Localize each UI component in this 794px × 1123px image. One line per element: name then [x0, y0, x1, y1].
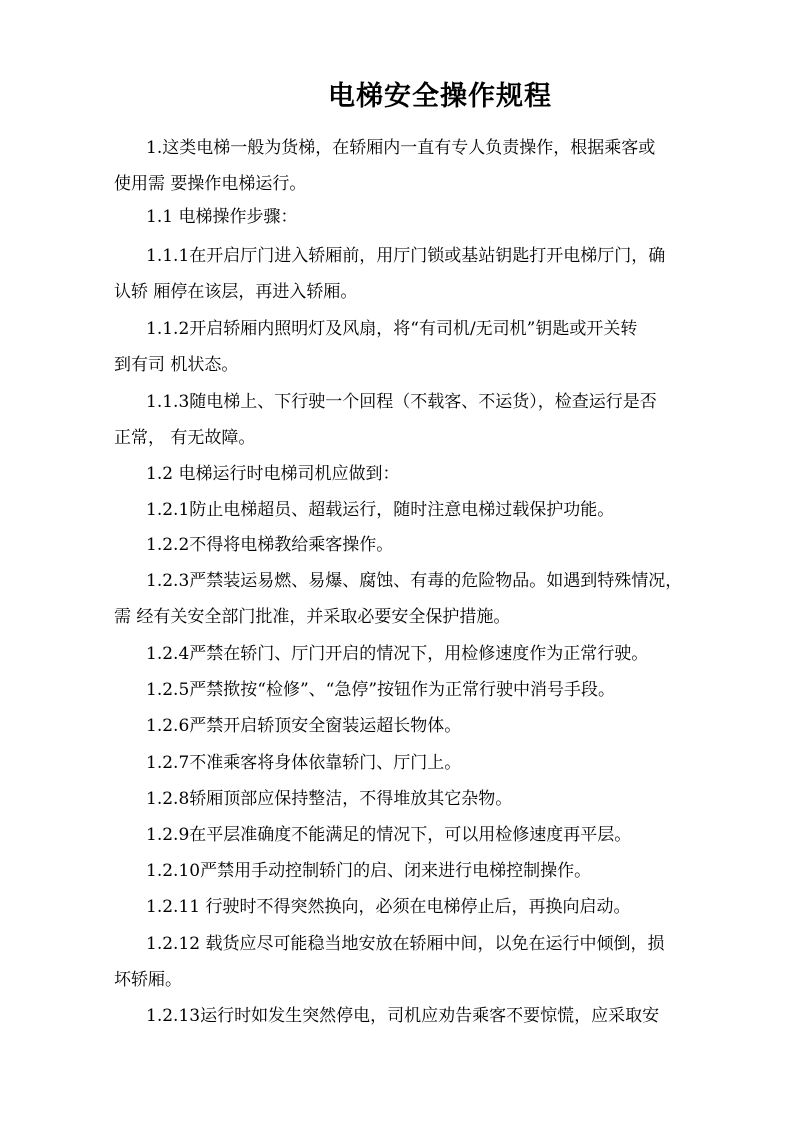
- paragraph-line: 1.2.3严禁装运易燃、易爆、腐蚀、有毒的危险物品。如遇到特殊情况，: [146, 571, 683, 591]
- paragraph-1-2-7: [114, 745, 718, 781]
- paragraph-line: 1.2.6严禁开启轿顶安全窗装运超长物体。: [146, 716, 462, 736]
- paragraph-line: 1.1.2开启轿厢内照明灯及风扇，将“有司机/无司机”钥匙或开关转: [146, 319, 638, 339]
- paragraph-line: 1.这类电梯一般为货梯，在轿厢内一直有专人负责操作，根据乘客或: [146, 138, 656, 158]
- paragraph-line: 1.2 电梯运行时电梯司机应做到：: [146, 464, 400, 484]
- paragraph-1-2-9: [114, 817, 718, 853]
- paragraph-1-2-6: [114, 708, 718, 744]
- document-title: 电梯安全操作规程: [328, 81, 552, 112]
- paragraph-1-2-3: [114, 563, 718, 635]
- paragraph-line: 1.2.12 载货应尽可能稳当地安放在轿厢中间，以免在运行中倾倒，损: [146, 934, 665, 954]
- paragraph-line: 1.2.1防止电梯超员、超载运行，随时注意电梯过载保护功能。: [146, 500, 615, 520]
- paragraph-1-1-2: [114, 311, 718, 383]
- paragraph-line: 1.2.2不得将电梯教给乘客操作。: [146, 535, 394, 555]
- paragraph-1-2-5: [114, 672, 718, 708]
- paragraph-line: 1.2.10严禁用手动控制轿门的启、闭来进行电梯控制操作。: [146, 861, 592, 881]
- paragraph-line: 到有司 机状态。: [114, 355, 239, 375]
- paragraph-1-2-13: [114, 998, 718, 1034]
- paragraph-line: 1.1.1在开启厅门进入轿厢前，用厅门锁或基站钥匙打开电梯厅门，确: [146, 246, 666, 266]
- paragraph-line: 1.2.4严禁在轿门、厅门开启的情况下，用检修速度作为正常行驶。: [146, 644, 649, 664]
- paragraph-1-2: [114, 456, 718, 492]
- paragraph-line: 坏轿厢。: [114, 970, 182, 990]
- paragraph-line: 正常， 有无故障。: [114, 428, 256, 448]
- paragraph-line: 认轿 厢停在该层，再进入轿厢。: [114, 282, 358, 302]
- paragraph-1-1-1: [114, 238, 718, 310]
- paragraph-line: 1.1 电梯操作步骤：: [146, 207, 298, 227]
- paragraph-1: [114, 130, 718, 202]
- paragraph-line: 1.2.7不准乘客将身体依靠轿门、厅门上。: [146, 753, 462, 773]
- paragraph-1-2-2: [114, 527, 718, 563]
- paragraph-1-2-8: [114, 781, 718, 817]
- paragraph-1-2-12: [114, 926, 718, 998]
- paragraph-1-2-4: [114, 636, 718, 672]
- paragraph-1-2-1: [114, 492, 718, 528]
- paragraph-1-1: [114, 199, 718, 235]
- paragraph-line: 1.1.3随电梯上、下行驶一个回程（不载客、不运货），检查运行是否: [146, 392, 657, 412]
- paragraph-line: 1.2.5严禁揿按“检修”、“急停”按钮作为正常行驶中消号手段。: [146, 680, 616, 700]
- paragraph-1-2-11: [114, 889, 718, 925]
- paragraph-1-1-3: [114, 384, 718, 456]
- paragraph-1-2-10: [114, 853, 718, 889]
- paragraph-line: 1.2.8轿厢顶部应保持整洁，不得堆放其它杂物。: [146, 789, 513, 809]
- paragraph-line: 1.2.11 行驶时不得突然换向，必须在电梯停止后，再换向启动。: [146, 897, 631, 917]
- paragraph-line: 1.2.9在平层准确度不能满足的情况下，可以用检修速度再平层。: [146, 825, 632, 845]
- paragraph-line: 使用需 要操作电梯运行。: [114, 174, 307, 194]
- paragraph-line: 需 经有关安全部门批准，并采取必要安全保护措施。: [114, 607, 511, 627]
- paragraph-line: 1.2.13运行时如发生突然停电，司机应劝告乘客不要惊慌，应采取安: [146, 1006, 660, 1026]
